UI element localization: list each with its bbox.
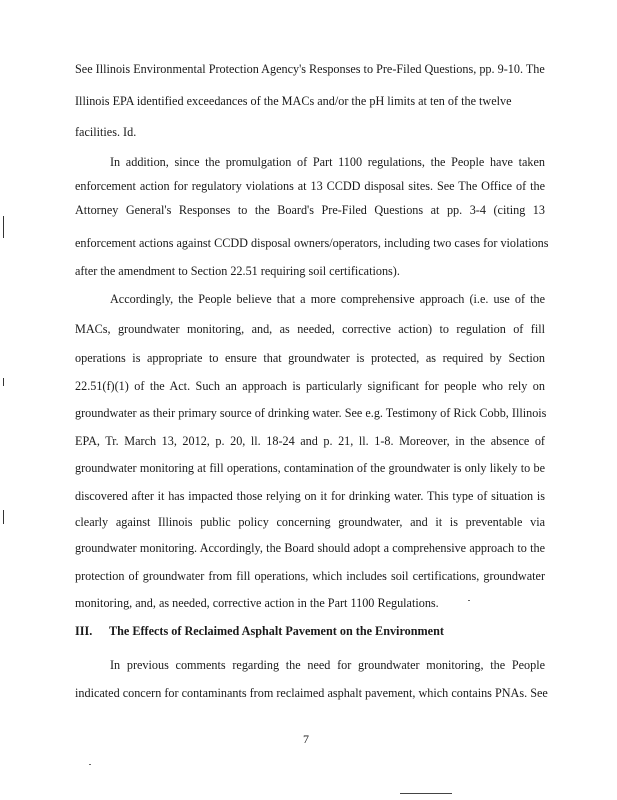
text-line: EPA, Tr. March 13, 2012, p. 20, ll. 18-24 and p. 21, ll. 1-8. Moreover, in the absence of xyxy=(75,434,545,448)
section-number: III. xyxy=(75,624,93,638)
margin-mark xyxy=(3,216,4,238)
text-line: In previous comments regarding the need for groundwater monitoring, the People xyxy=(110,658,545,672)
text-line: See Illinois Environmental Protection Agency's Responses to Pre-Filed Questions, pp. 9-10. The xyxy=(75,62,545,76)
text-line: facilities. Id. xyxy=(75,125,137,139)
text-line: groundwater as their primary source of drinking water. See e.g. Testimony of Rick Cobb, Illinois xyxy=(75,406,547,420)
footnote-rule xyxy=(400,793,452,794)
text-line: MACs, groundwater monitoring, and, as needed, corrective action) to regulation of fill xyxy=(75,322,545,336)
text-line: groundwater monitoring at fill operations, contamination of the groundwater is only likely to be xyxy=(75,461,545,475)
text-line: after the amendment to Section 22.51 requiring soil certifications). xyxy=(75,264,400,278)
section-heading: The Effects of Reclaimed Asphalt Pavement on the Environment xyxy=(109,624,444,638)
page-number: 7 xyxy=(303,732,309,746)
text-line: In addition, since the promulgation of Part 1100 regulations, the People have taken xyxy=(110,155,545,169)
text-line: Accordingly, the People believe that a more comprehensive approach (i.e. use of the xyxy=(110,292,545,306)
text-line: monitoring, and, as needed, corrective action in the Part 1100 Regulations. xyxy=(75,596,439,610)
text-line: Attorney General's Responses to the Board's Pre-Filed Questions at pp. 3-4 (citing 13 xyxy=(75,203,545,217)
scan-speck xyxy=(89,764,91,765)
margin-mark xyxy=(3,378,4,386)
scan-speck xyxy=(468,600,470,601)
text-line: clearly against Illinois public policy concerning groundwater, and it is preventable via xyxy=(75,515,545,529)
text-line: protection of groundwater from fill operations, which includes soil certifications, groundwater xyxy=(75,569,545,583)
text-line: indicated concern for contaminants from reclaimed asphalt pavement, which contains PNAs. See xyxy=(75,686,548,700)
text-line: groundwater monitoring. Accordingly, the Board should adopt a comprehensive approach to the xyxy=(75,541,545,555)
text-line: enforcement actions against CCDD disposal owners/operators, including two cases for violations xyxy=(75,236,549,250)
text-line: operations is appropriate to ensure that groundwater is protected, as required by Section xyxy=(75,351,545,365)
text-line: discovered after it has impacted those relying on it for drinking water. This type of situation is xyxy=(75,489,545,503)
text-line: 22.51(f)(1) of the Act. Such an approach is particularly significant for people who rely on xyxy=(75,379,545,393)
margin-mark xyxy=(3,510,4,524)
text-line: Illinois EPA identified exceedances of the MACs and/or the pH limits at ten of the twelve xyxy=(75,94,512,108)
text-line: enforcement action for regulatory violations at 13 CCDD disposal sites. See The Office of the xyxy=(75,179,545,193)
